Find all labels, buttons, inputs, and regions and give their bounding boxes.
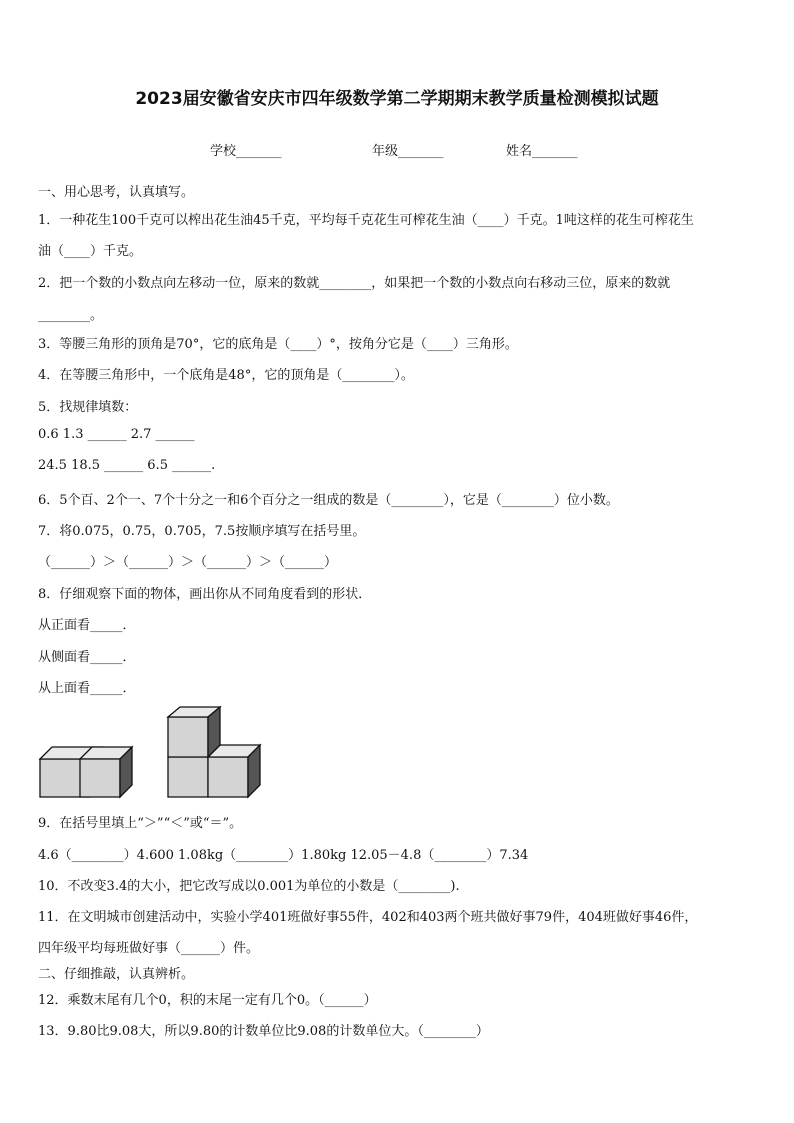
question-12: 12．乘数末尾有几个0，积的末尾一定有几个0。（______） <box>38 993 377 1008</box>
question-9: 9．在括号里填上“＞”“＜”或“＝”。 <box>38 816 243 831</box>
question-2-line-1: 2．把一个数的小数点向左移动一位，原来的数就________，如果把一个数的小数点向右移动三位，原来的数就 <box>38 276 671 291</box>
question-8-top-view: 从上面看_____． <box>38 681 136 696</box>
school-field[interactable] <box>210 140 282 159</box>
question-7-answer-row: （______）＞（______）＞（______）＞（______） <box>38 555 338 570</box>
question-8-front-view: 从正面看_____． <box>38 618 136 633</box>
name-label: 姓名 <box>506 144 533 159</box>
question-2-line-2: ________。 <box>38 308 104 323</box>
section-1-heading: 一、用心思考，认真填写。 <box>38 185 195 200</box>
question-4: 4．在等腰三角形中，一个底角是48°，它的顶角是（________）。 <box>38 368 414 383</box>
question-8-side-view: 从侧面看_____． <box>38 650 136 665</box>
name-blank: _______ <box>532 144 578 159</box>
question-8: 8．仔细观察下面的物体，画出你从不同角度看到的形状． <box>38 587 372 602</box>
question-5: 5．找规律填数： <box>38 400 138 415</box>
school-label: 学校 <box>210 144 237 159</box>
grade-label: 年级 <box>372 144 399 159</box>
question-1-line-2: 油（____）千克。 <box>38 244 143 259</box>
l-shape-cubes <box>168 707 260 797</box>
question-9-comparisons: 4.6（________）4.600 1.08kg（________）1.80kg 12.05－4.8（________）7.34 <box>38 848 529 863</box>
question-11-line-2: 四年级平均每班做好事（______）件。 <box>38 941 260 956</box>
name-field[interactable] <box>506 140 578 159</box>
question-6: 6．5个百、2个一、7个十分之一和6个百分之一组成的数是（________），它是（________）位小数。 <box>38 493 619 508</box>
question-11-line-1: 11．在文明城市创建活动中，实验小学401班做好事55件，402和403两个班共做好事79件，404班做好事46件， <box>38 910 698 925</box>
question-1-line-1: 1．一种花生100千克可以榨出花生油45千克，平均每千克花生可榨花生油（____）千克。1吨这样的花生可榨花生 <box>38 213 694 228</box>
school-blank: _______ <box>236 144 282 159</box>
question-7: 7．将0.075，0.75，0.705，7.5按顺序填写在括号里。 <box>38 524 366 539</box>
cube-figures <box>38 705 278 800</box>
two-cube-row <box>40 747 132 797</box>
question-10: 10．不改变3.4的大小，把它改写成以0.001为单位的小数是（________). <box>38 879 460 894</box>
grade-blank: _______ <box>398 144 444 159</box>
question-3: 3．等腰三角形的顶角是70°，它的底角是（____）°，按角分它是（____）三角形。 <box>38 337 518 352</box>
page-title: 2023届安徽省安庆市四年级数学第二学期期末教学质量检测模拟试题 <box>135 89 659 109</box>
question-13: 13．9.80比9.08大，所以9.80的计数单位比9.08的计数单位大。（________） <box>38 1024 489 1039</box>
section-2-heading: 二、仔细推敲，认真辨析。 <box>38 967 195 982</box>
question-5-sequence-1: 0.6 1.3 ______ 2.7 ______ <box>38 427 195 442</box>
grade-field[interactable] <box>372 140 444 159</box>
question-5-sequence-2: 24.5 18.5 ______ 6.5 ______. <box>38 458 216 473</box>
